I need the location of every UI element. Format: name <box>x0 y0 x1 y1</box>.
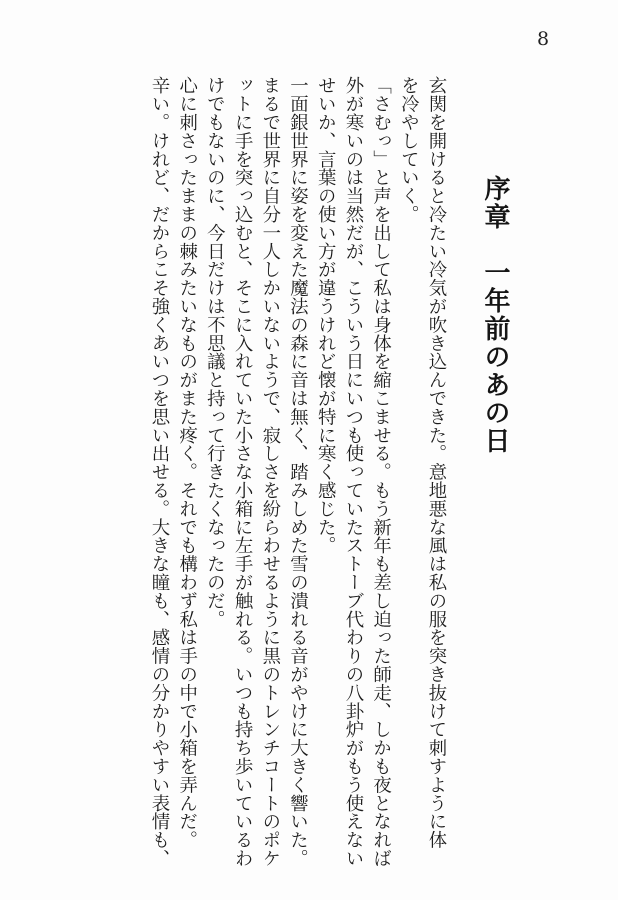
chapter-title: 序章 一年前のあの日 <box>480 175 510 455</box>
text-line: 辛い。けれど、だからこそ強くあいつを思い出せる。大きな瞳も、感情の分かりやすい表情も、 <box>148 76 170 868</box>
text-line: 玄関を開けると冷たい冷気が吹き込んできた。意地悪な風は私の服を突き抜けて刺すように体 <box>426 76 447 849</box>
text-line: 外が寒いのは当然だが、こういう日にいつも使っていたストーブ代わりの八卦炉がもう使えない <box>342 76 364 868</box>
text-line: 「さむっ」と声を出して私は身体を縮こませる。もう新年も差し迫った師走、しかも夜となれば <box>370 76 392 868</box>
text-line: ットに手を突っ込むと、そこに入れていた小さな小箱に左手が触れる。いつも持ち歩いているわ <box>232 76 254 868</box>
body-text <box>145 76 450 868</box>
text-line: まるで世界に自分一人しかいないようで、寂しさを紛らわせるように黒のトレンチコートのポケ <box>259 76 281 868</box>
text-line: 一面銀世界に姿を変えた魔法の森に音は無く、踏みしめた雪の潰れる音がやけに大きく響いた。 <box>287 76 309 868</box>
text-line: を冷やしていく。 <box>398 76 420 224</box>
text-line: けでもないのに、今日だけは不思議と持って行きたくなったのだ。 <box>204 76 226 628</box>
page-number: 8 <box>537 28 550 50</box>
text-line: 心に刺さったままの棘みたいなものがまた疼く。それでも構わず私は手の中で小箱を弄んだ。 <box>176 76 198 849</box>
text-line: せいか、言葉の使い方が違うけれど懐が特に寒く感じた。 <box>315 76 337 555</box>
